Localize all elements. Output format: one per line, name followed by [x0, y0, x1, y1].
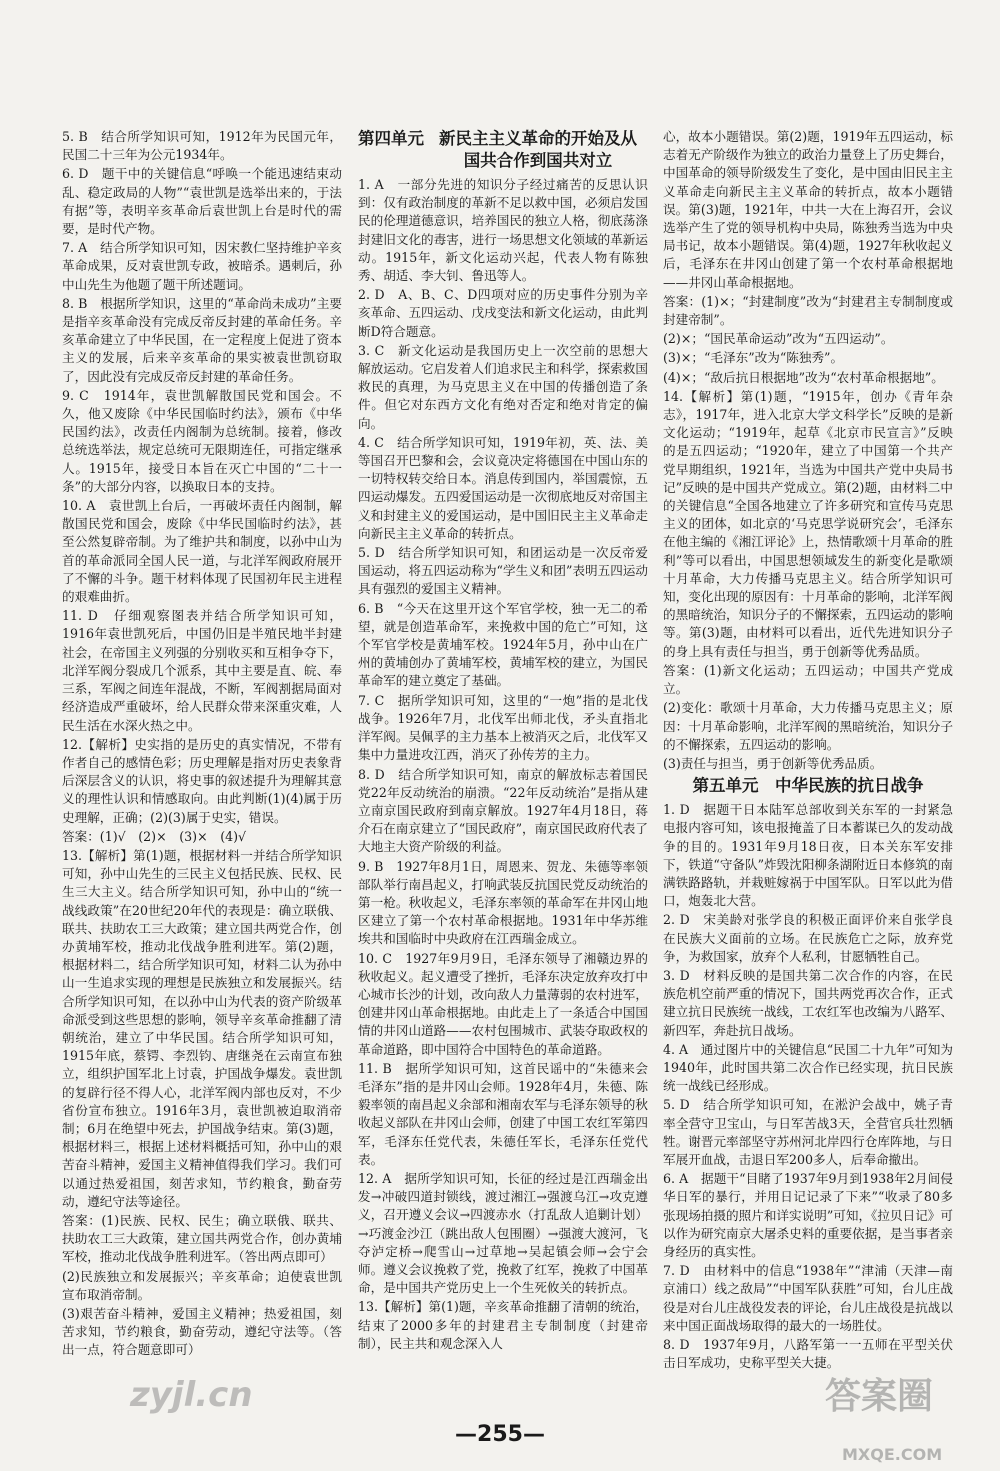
answer-item: 5. D 结合所学知识可知，在淞沪会战中，姚子青率全营守卫宝山，与日军苦战3天，全营官兵壮烈牺牲。谢晋元率部坚守苏州河北岸四行仓库阵地，与日军展开血战，击退日军200多人，后奉命撤出。	[663, 1097, 953, 1167]
answer-item: 7. D 由材料中的信息“1938年”“津浦（天津—南京浦口）线之敌局”“中国军队获胜”可知，台儿庄战役是对台儿庄战役发表的评论，台儿庄战役是抗战以来中国正面战场取得的最大的一场胜仗。	[663, 1263, 953, 1333]
answer-item: 6. B “今天在这里开这个军官学校，独一无二的希望，就是创造革命军，来挽救中国的危亡”可知，这个军官学校是黄埔军校。1924年5月，孙中山在广州的黄埔创办了黄埔军校，黄埔军校的建立，为国民革命军的建立奠定了基础。	[358, 600, 648, 689]
column-right	[663, 128, 953, 1373]
unit4-answers-continued	[663, 128, 953, 773]
unit5-answers	[663, 801, 953, 1372]
unit4-heading	[358, 128, 648, 172]
answer-item: 7. A 结合所学知识可知，因宋教仁坚持维护辛亥革命成果，反对袁世凯专政，被暗杀。遇刺后，孙中山先生为他题了题干所述题词。	[62, 240, 342, 292]
answer-item: 2. D 宋美龄对张学良的积极正面评价来自张学良在民族大义面前的立场。在民族危亡之际，放弃党争，为救国家，放弃个人私利，甘愿牺牲自己。	[663, 912, 953, 964]
column-left	[62, 128, 342, 1361]
answer-item: 13.【解析】第(1)题，根据材料一并结合所学知识可知，孙中山先生的三民主义包括民族、民权、民生三大主义。结合所学知识可知，孙中山的“统一战线政策”在20世纪20年代的表现是：确立联俄、联共、扶助农工三大政策；建立国共两党合作，创办黄埔军校，推动北伐战争胜利进军。第(2)题，根据材料二，结合所学知识可知，材料二认为孙中山一生追求实现的理想是民族独立和发展振兴。结合所学知识可知，在以孙中山为代表的资产阶级革命派受到这些思想的影响，领导辛亥革命推翻了清朝统治，建立了中华民国。结合所学知识可知，1915年底，蔡锷、李烈钧、唐继尧在云南宣布独立，组织护国军北上讨袁，护国战争爆发。袁世凯的复辟行径不得人心，北洋军阀内部也反对，不少省份宣布独立。1916年3月，袁世凯被迫取消帝制；6月在绝望中死去，护国战争结束。第(3)题，根据材料三，根据上述材料概括可知，孙中山的艰苦奋斗精神，爱国主义精神值得我们学习。我们可以通过热爱祖国，刻苦求知，节约粮食，勤奋劳动，遵纪守法等途径。	[62, 847, 342, 1209]
answer-item: 8. D 结合所学知识可知，南京的解放标志着国民党22年反动统治的崩溃。“22年反动统治”是指从建立南京国民政府到南京解放。1927年4月18日，蒋介石在南京建立了“国民政府”，南京国民政府代表了大地主大资产阶级的利益。	[358, 766, 648, 855]
watermark-left: zyjl.cn	[130, 1375, 253, 1415]
answer-item: 心，故本小题错误。第(2)题，1919年五四运动，标志着无产阶级作为独立的政治力量登上了历史舞台，中国革命的领导阶级发生了变化，是中国由旧民主主义革命走向新民主主义革命的转折点，故本小题错误。第(3)题，1921年，中共一大在上海召开，会议选举产生了党的领导机构中央局，陈独秀当选为中央局书记，故本小题错误。第(4)题，1927年秋收起义后，毛泽东在井冈山创建了第一个农村革命根据地——井冈山革命根据地。	[663, 129, 953, 290]
answer-item: (3)责任与担当，勇于创新等优秀品质。	[663, 755, 883, 771]
answer-item: 3. C 新文化运动是我国历史上一次空前的思想大解放运动。它启发着人们追求民主和科学，探索救国救民的真理，为马克思主义在中国的传播创造了条件。但它对东西方文化有绝对否定和绝对肯定的偏向。	[358, 342, 648, 431]
answer-item: 8. B 根据所学知识，这里的“革命尚未成功”主要是指辛亥革命没有完成反帝反封建的革命任务。辛亥革命建立了中华民国，在一定程度上促进了资本主义的发展，后来辛亥革命的果实被袁世凯窃取了，因此没有完成反帝反封建的革命任务。	[62, 295, 342, 384]
answer-item: 13.【解析】第(1)题，辛亥革命推翻了清朝的统治，结束了2000多年的封建君主专制制度（封建帝制），民主共和观念深入人	[358, 1299, 648, 1351]
answer-item: 12.【解析】史实指的是历史的真实情况，不带有作者自己的感情色彩；历史理解是指对历史表象背后深层含义的认识，将史事的叙述提升为理解其意义的理性认识和情感取向。由此判断(1)(4)属于历史理解，正确；(2)(3)属于史实，错误。	[62, 736, 342, 825]
answer-item: 4. C 结合所学知识可知，1919年初，英、法、美等国召开巴黎和会，会议竟决定将德国在中国山东的一切特权转交给日本。消息传到国内，举国震惊，五四运动爆发。五四爱国运动是一次彻底地反对帝国主义和封建主义的爱国运动，是中国旧民主主义革命走向新民主主义革命的转折点。	[358, 434, 648, 541]
answer-item: 答案：(1)×；“封建制度”改为“封建君主专制制度或封建帝制”。	[663, 293, 953, 328]
answer-item: 9. B 1927年8月1日，周恩来、贺龙、朱德等率领部队举行南昌起义，打响武装反抗国民党反动统治的第一枪。秋收起义，毛泽东率领的革命军在井冈山地区建立了第一个农村革命根据地。1931年中华苏维埃共和国临时中央政府在江西瑞金成立。	[358, 858, 648, 947]
unit4-answers	[358, 176, 648, 1353]
watermark-right-url: MXQE.COM	[842, 1445, 943, 1464]
unit4-heading-label: 第四单元	[358, 129, 424, 148]
answer-item: 答案：(1)√ (2)× (3)× (4)√	[62, 828, 247, 844]
answer-item: 答案：(1)新文化运动；五四运动；中国共产党成立。	[663, 662, 953, 697]
answer-item: 6. D 题干中的关键信息“呼唤一个能迅速结束动乱、稳定政局的人物”“袁世凯是选举出来的，于法有据”等，表明辛亥革命后袁世凯上台是时代的需要，是时代产物。	[62, 166, 342, 237]
answer-item: 6. A 据题干“目睹了1937年9月到1938年2月间侵华日军的暴行，并用日记记录了下来”“收录了80多张现场拍摄的照片和详实说明”可知，《拉贝日记》可以作为研究南京大屠杀史料的重要依据，是当事者亲身经历的真实性。	[663, 1171, 953, 1259]
answer-item: 8. D 1937年9月，八路军第一一五师在平型关伏击日军成功，史称平型关大捷。	[663, 1337, 953, 1371]
answer-item: 3. D 材料反映的是国共第二次合作的内容，在民族危机空前严重的情况下，国共两党再次合作，正式建立抗日民族统一战线，工农红军也改编为八路军、新四军，奔赴抗日战场。	[663, 967, 953, 1038]
answer-item: 5. D 结合所学知识可知，和团运动是一次反帝爱国运动，将五四运动称为“学生义和团”表明五四运动具有强烈的爱国主义精神。	[358, 545, 648, 597]
answer-item: (3)艰苦奋斗精神，爱国主义精神；热爱祖国，刻苦求知，节约粮食，勤奋劳动，遵纪守法等。（答出一点，符合题意即可）	[62, 1306, 342, 1358]
answer-item: 2. D A、B、C、D四项对应的历史事件分别为辛亥革命、五四运动、戊戌变法和新文化运动，由此判断D符合题意。	[358, 287, 648, 339]
answer-item: 5. B 结合所学知识可知，1912年为民国元年，民国二十三年为公元1934年。	[62, 129, 342, 163]
answer-item: 1. D 据题干日本陆军总部收到关东军的一封紧急电报内容可知，该电报掩盖了日本蓄谋已久的发动战争的目的。1931年9月18日夜，日本关东军安排下，铁道“守备队”炸毁沈阳柳条湖附近日本修筑的南满铁路路轨，并栽赃嫁祸于中国军队。日军以此为借口，炮轰北大营。	[663, 802, 953, 909]
answer-item: 14.【解析】第(1)题，“1915年，创办《青年杂志》，1917年，进入北京大学文科学长”反映的是新文化运动；“1919年，起草《北京市民宣言》”反映的是五四运动；“1920年，建立了中国第一个共产党早期组织，1921年，当选为中国共产党中央局书记”反映的是中国共产党成立。第(2)题，由材料二中的关键信息“全国各地建立了许多研究和宣传马克思主义的团体，如北京的‘马克思学说研究会’，毛泽东在他主编的《湘江评论》上，热情歌颂十月革命的胜利”等可以看出，中国思想领域发生的新变化是歌颂十月革命，大力传播马克思主义。结合所学知识可知，变化出现的原因有：十月革命的影响，北洋军阀的黑暗统治，知识分子的不懈探索，五四运动的影响等。第(3)题，由材料可以看出，近代先进知识分子的身上具有责任与担当，勇于创新等优秀品质。	[663, 388, 953, 659]
answer-item: 12. A 据所学知识可知，长征的经过是江西瑞金出发→冲破四道封锁线，渡过湘江→强渡乌江→攻克遵义，召开遵义会议→四渡赤水（打乱敌人追剿计划）→巧渡金沙江（跳出敌人包围圈）→强渡大渡河，飞夺泸定桥→爬雪山→过草地→吴起镇会师→会宁会师。遵义会议挽救了党，挽救了红军，挽救了中国革命，是中国共产党历史上一个生死攸关的转折点。	[358, 1170, 648, 1296]
unit5-heading: 第五单元 中华民族的抗日战争	[692, 776, 924, 796]
answer-item: (3)×；“毛泽东”改为“陈独秀”。	[663, 350, 844, 366]
answer-item: 9. C 1914年，袁世凯解散国民党和国会。不久，他又废除《中华民国临时约法》，颁布《中华民国约法》，改责任内阁制为总统制。接着，修改总统选举法，规定总统可无限期连任，可指定继承人。1915年，接受日本旨在灭亡中国的“二十一条”的大部分内容，以换取日本的支持。	[62, 387, 342, 494]
watermark-right: 答案圈	[825, 1376, 934, 1417]
answer-item: 7. C 据所学知识可知，这里的“一炮”指的是北伐战争。1926年7月，北伐军出师北伐，矛头直指北洋军阀。吴佩孚的主力基本上被消灭之后，北伐军又集中力量进攻江西，消灭了孙传芳的主力。	[358, 692, 648, 763]
answer-item: 4. A 通过图片中的关键信息“民国二十九年”可知为1940年，此时国共第二次合作已经实现，抗日民族统一战线已经形成。	[663, 1041, 953, 1094]
answer-item: 11. D 仔细观察图表并结合所学知识可知，1916年袁世凯死后，中国仍旧是半殖民地半封建社会，在帝国主义列强的分别收买和互相争夺下，北洋军阀分裂成几个派系，其中主要是直、皖、奉三系，军阀之间连年混战，不断，军阀割据局面对经济造成严重破坏，给人民群众带来深重灾难，人民生活在水深火热之中。	[62, 608, 342, 733]
answer-item: (2)变化：歌颂十月革命，大力传播马克思主义；原因：十月革命影响，北洋军阀的黑暗统治，知识分子的不懈探索，五四运动的影响。	[663, 700, 953, 752]
answer-item: 11. B 据所学知识可知，这首民谣中的“朱德来会毛泽东”指的是井冈山会师。1928年4月，朱德、陈毅率领的南昌起义余部和湘南农军与毛泽东领导的秋收起义部队在井冈山会师，创建了中国工农红军第四军，毛泽东任党代表，朱德任军长，毛泽东任党代表。	[358, 1060, 648, 1167]
answer-item: 答案：(1)民族、民权、民生；确立联俄、联共、扶助农工三大政策，建立国共两党合作，创办黄埔军校，推动北伐战争胜利进军。（答出两点即可）	[62, 1212, 342, 1265]
answer-item: (2)×；“国民革命运动”改为“五四运动”。	[663, 331, 894, 347]
answer-item: 10. A 袁世凯上台后，一再破坏责任内阁制，解散国民党和国会，废除《中华民国临时约法》，甚至公然复辟帝制。为了维护共和制度，以孙中山为首的革命派同全国人民一道，与北洋军阀政府展开了不懈的斗争。题干材料体现了民国初年民主进程的艰难曲折。	[62, 498, 342, 605]
answer-item: (4)×；“敌后抗日根据地”改为“农村革命根据地”。	[663, 369, 944, 385]
answer-item: (2)民族独立和发展振兴；辛亥革命；迫使袁世凯宣布取消帝制。	[62, 1268, 342, 1302]
unit4-heading-text: 新民主主义革命的开始及从国共合作到国共对立	[439, 129, 637, 170]
answer-item: 1. A 一部分先进的知识分子经过痛苦的反思认识到：仅有政治制度的革新不足以救中国，必须启发国民的伦理道德意识，培养国民的独立人格，彻底荡涤封建旧文化的毒害，进行一场思想文化领域的革新运动。1915年，新文化运动兴起，代表人物有陈独秀、胡适、李大钊、鲁迅等人。	[358, 177, 648, 284]
page-number: —255—	[455, 1422, 545, 1447]
column-middle	[358, 128, 648, 1354]
answer-item: 10. C 1927年9月9日，毛泽东领导了湘赣边界的秋收起义。起义遭受了挫折，毛泽东决定放弃攻打中心城市长沙的计划，改向敌人力量薄弱的农村进军，创建井冈山革命根据地。由此走上了一条适合中国国情的井冈山道路——农村包围城市、武装夺取政权的革命道路，即中国符合中国特色的革命道路。	[358, 950, 648, 1057]
